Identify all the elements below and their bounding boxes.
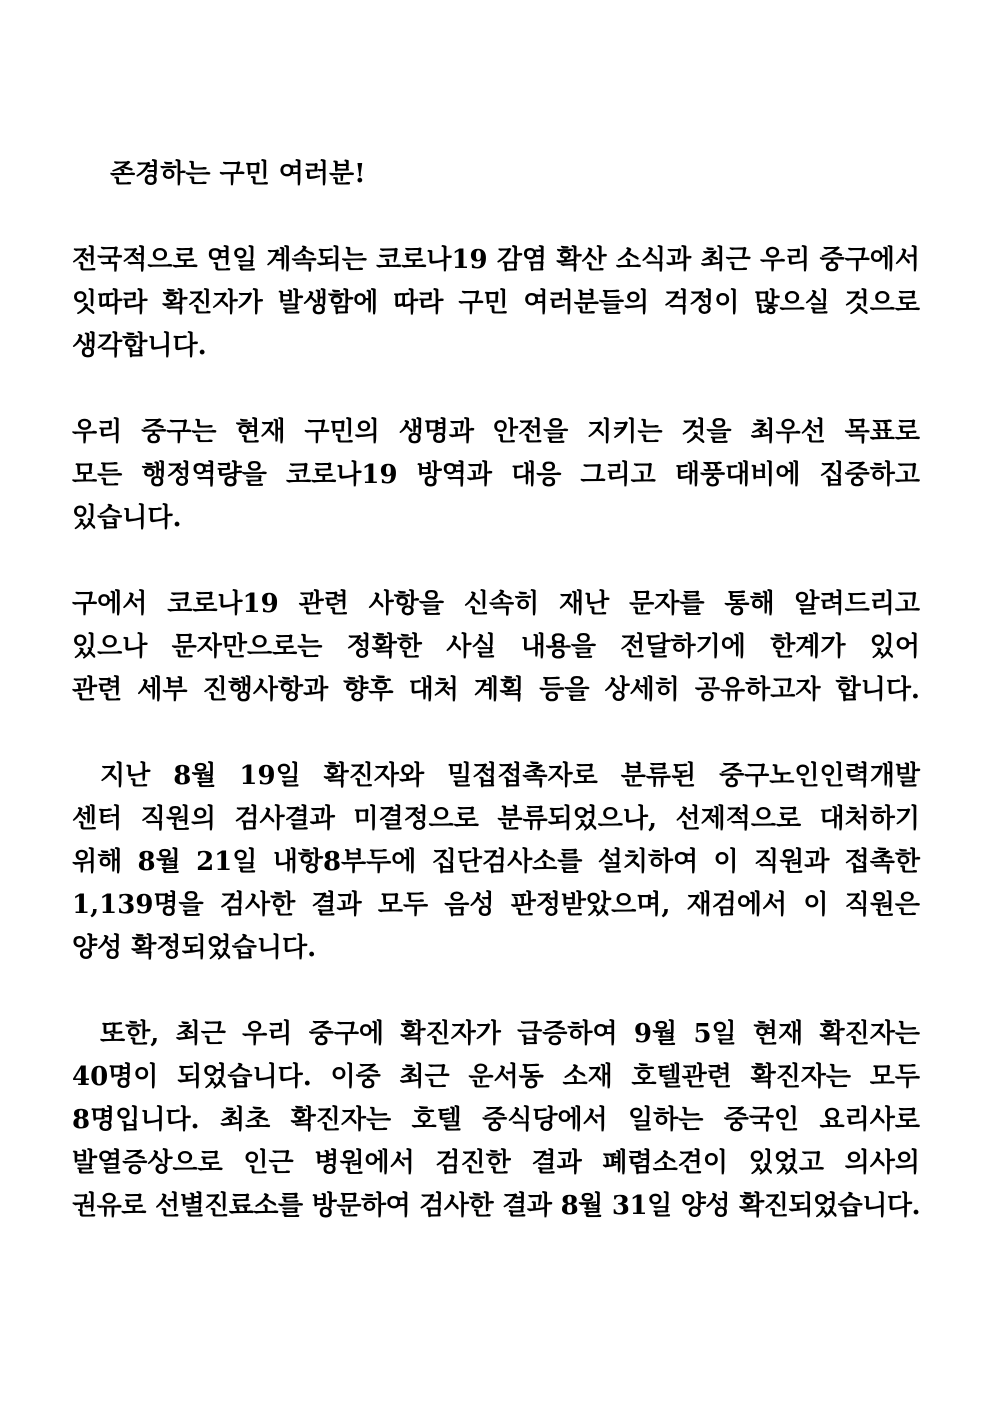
paragraph-line: 발열증상으로 인근 병원에서 검진한 결과 폐렴소견이 있었고 의사의	[72, 1148, 920, 1178]
paragraph-line: 또한, 최근 우리 중구에 확진자가 급증하여 9월 5일 현재 확진자는	[100, 1019, 920, 1049]
paragraph-line: 지난 8월 19일 확진자와 밀접접촉자로 분류된 중구노인인력개발	[100, 761, 920, 791]
paragraph-line: 40명이 되었습니다. 이중 최근 운서동 소재 호텔관련 확진자는 모두	[72, 1062, 920, 1092]
paragraph-line: 관련 세부 진행사항과 향후 대처 계획 등을 상세히 공유하고자 합니다.	[72, 675, 920, 705]
paragraph-line: 양성 확정되었습니다.	[72, 933, 317, 963]
paragraph-line: 구에서 코로나19 관련 사항을 신속히 재난 문자를 통해 알려드리고	[72, 589, 920, 619]
paragraph-line: 8명입니다. 최초 확진자는 호텔 중식당에서 일하는 중국인 요리사로	[72, 1105, 920, 1135]
paragraph-line: 있으나 문자만으로는 정확한 사실 내용을 전달하기에 한계가 있어	[72, 632, 920, 662]
paragraph-line: 모든 행정역량을 코로나19 방역과 대응 그리고 태풍대비에 집중하고	[72, 460, 920, 490]
paragraph-line: 권유로 선별진료소를 방문하여 검사한 결과 8월 31일 양성 확진되었습니다.	[72, 1191, 920, 1221]
paragraph-line: 우리 중구는 현재 구민의 생명과 안전을 지키는 것을 최우선 목표로	[72, 417, 920, 447]
greeting: 존경하는 구민 여러분!	[110, 159, 366, 189]
paragraph-line: 잇따라 확진자가 발생함에 따라 구민 여러분들의 걱정이 많으실 것으로	[72, 288, 920, 318]
paragraph-line: 전국적으로 연일 계속되는 코로나19 감염 확산 소식과 최근 우리 중구에서	[72, 245, 920, 275]
paragraph-line: 생각합니다.	[72, 331, 207, 361]
paragraph-line: 위해 8월 21일 내항8부두에 집단검사소를 설치하여 이 직원과 접촉한	[72, 847, 920, 877]
paragraph-line: 있습니다.	[72, 503, 182, 533]
paragraph-line: 센터 직원의 검사결과 미결정으로 분류되었으나, 선제적으로 대처하기	[72, 804, 920, 834]
paragraph-line: 1,139명을 검사한 결과 모두 음성 판정받았으며, 재검에서 이 직원은	[72, 890, 920, 920]
